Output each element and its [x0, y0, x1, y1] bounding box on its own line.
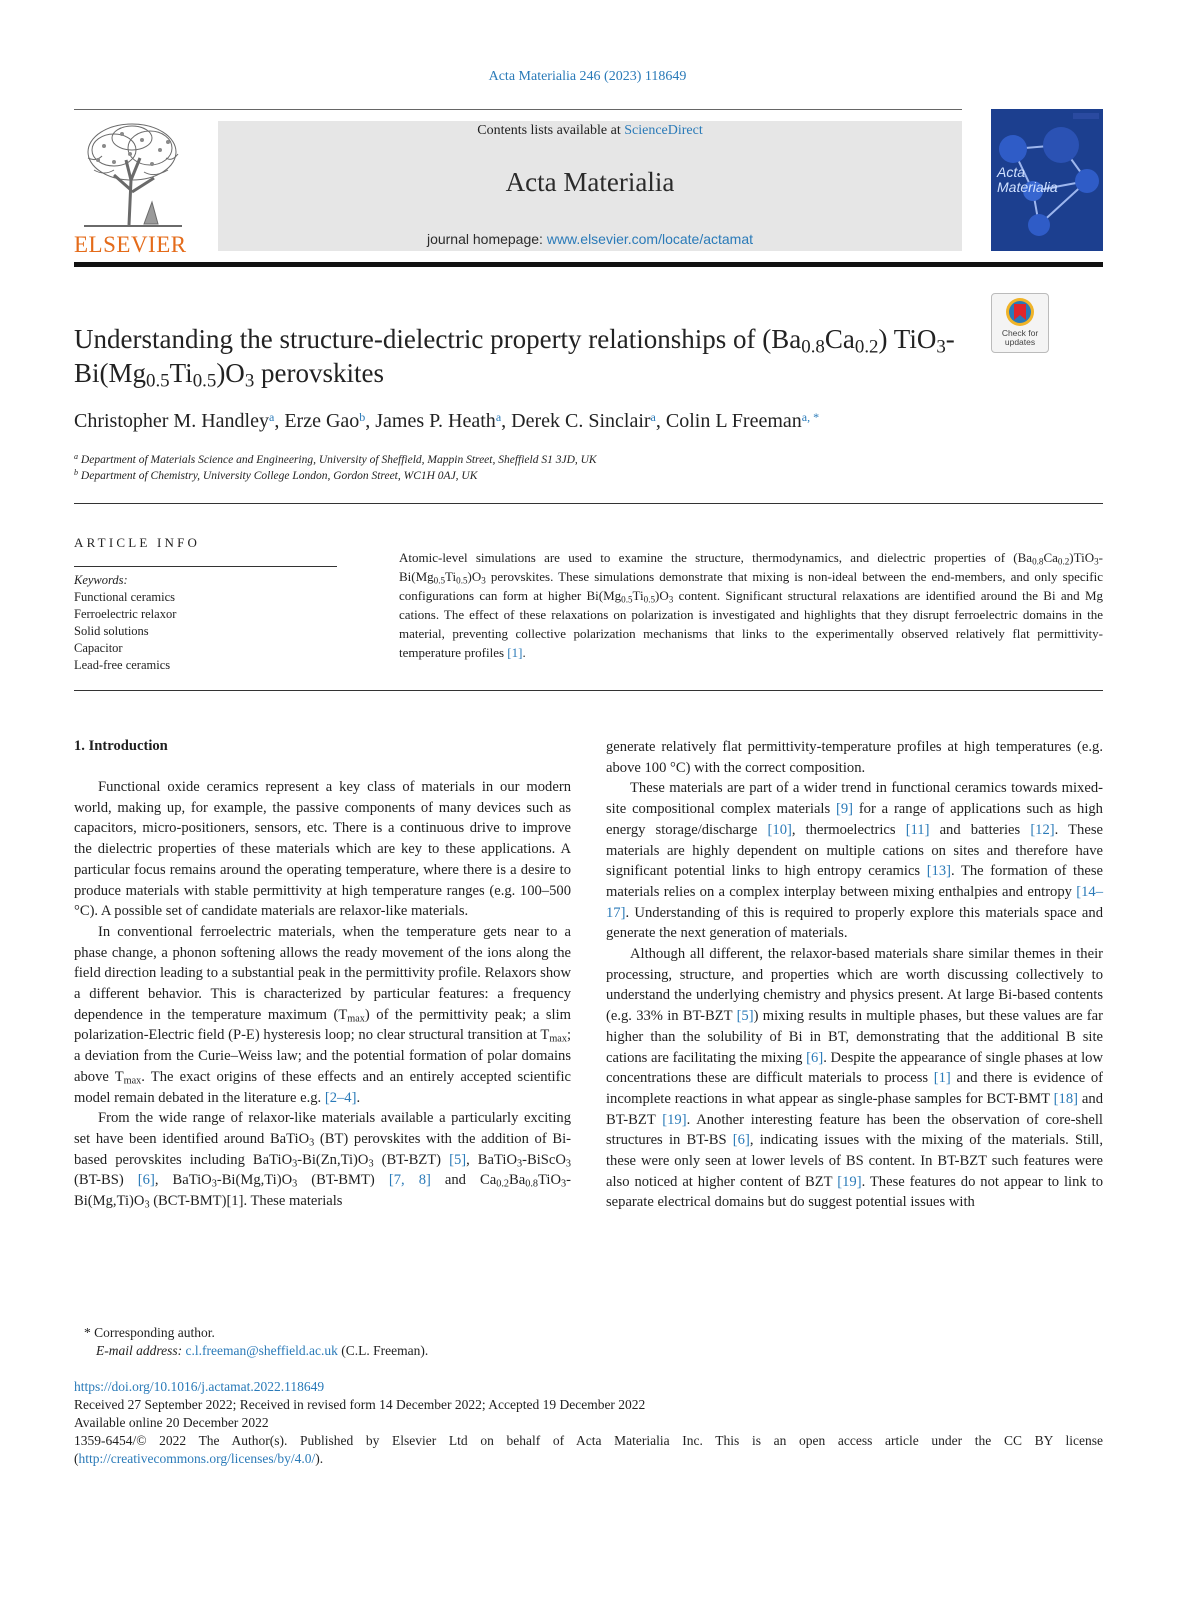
- citation-link[interactable]: [19]: [837, 1173, 862, 1190]
- elsevier-logo[interactable]: [74, 120, 192, 257]
- article-title: Understanding the structure-dielectric property relationships of $(Ba_{0.8}Ca_{0.2})$ $TiO_3-Bi(Mg_{0.5}Ti_{0.5})O_3$ perovskites: [74, 324, 955, 392]
- check-for-updates-button[interactable]: [991, 293, 1049, 353]
- citation-link[interactable]: [9]: [835, 801, 853, 818]
- journal-cover[interactable]: [991, 109, 1103, 251]
- author-name[interactable]: Colin L Freeman: [665, 410, 802, 432]
- citation-link[interactable]: [11]: [905, 821, 930, 838]
- paragraph: Although all different, the relaxor-based materials share similar themes in their processing, structure, and properties which are worth discussing collectively to understand the underlying chemistry and physics present. At large Bi-based contents (e.g. 33% in BT-BZT [5]) mixing results in multiple phases, but these values are far higher than the solubility of Bi in BT, demonstrating that the additional B site cations are facilitating the mixing [6]. Despite the appearance of single phases at low concentrations these are difficult materials to process [1] and there is evidence of incomplete reactions in what appear as single-phase samples for BCT-BMT [18] and BT-BZT [19]. Another interesting feature has been the observation of core-shell structures in BT-BS [6], indicating issues with the mixing of the materials. Still, these were only seen at lower levels of BS content. In BT-BZT such features were also noticed at higher content of BZT [19]. These features do not appear to link to separate electrical domains but do suggest potential issues with: [606, 946, 1104, 1211]
- journal-masthead: [218, 121, 962, 251]
- masthead-rule: [74, 262, 1103, 267]
- sciencedirect-link[interactable]: ScienceDirect: [624, 123, 703, 138]
- affiliation: $^b$ Department of Chemistry, University College London, Gordon Street, WC1H 0AJ, UK: [74, 467, 478, 482]
- author-name[interactable]: Derek C. Sinclair: [511, 410, 651, 432]
- paragraph: Functional oxide ceramics represent a key class of materials in our modern world, making up, for example, the passive components of many devices such as capacitors, micro-positioners, sensors, etc. There is a continuous drive to improve the dielectric properties of these materials which are key to these applications. A particular focus remains around the operating temperature, where there is a desire to produce materials with stable permittivity at high temperature ranges (e.g. 100–500 °C). A possible set of candidate materials are relaxor-like materials.: [74, 779, 571, 920]
- author-affiliation-mark[interactable]: a, *: [801, 410, 820, 424]
- license-line: (http://creativecommons.org/licenses/by/4.0/).: [74, 1451, 324, 1466]
- citation-link[interactable]: [6]: [137, 1172, 155, 1189]
- author-affiliation-mark[interactable]: b: [359, 410, 366, 424]
- keyword: Solid solutions: [74, 624, 149, 638]
- author-affiliation-mark[interactable]: a: [495, 410, 502, 424]
- citation-link[interactable]: [19]: [662, 1111, 687, 1128]
- author-affiliation-mark[interactable]: a: [650, 410, 656, 424]
- citation-link[interactable]: [1]: [507, 645, 523, 661]
- citation-link[interactable]: [7, 8]: [388, 1172, 431, 1189]
- email-line: E-mail address: c.l.freeman@sheffield.ac.uk (C.L. Freeman).: [96, 1343, 429, 1358]
- citation-link[interactable]: [5]: [449, 1151, 467, 1168]
- paragraph: From the wide range of relaxor-like materials available a particularly exciting set have been identified around BaTiO$_3$ (BT) perovskites with the addition of Bi-based perovskites including $BaTiO_3-Bi(Zn,Ti)O_3$ (BT-BZT) [5], BaTiO$_3$-BiScO$_3$ (BT-BS) [6], $BaTiO_3-Bi(Mg,Ti)O_3$ (BT-BMT) [7, 8] and $Ca_{0.2}Ba_{0.8}TiO_3-Bi(Mg,Ti)O_3$ (BCT-BMT)[1]. These materials: [74, 1110, 571, 1211]
- received-dates: Received 27 September 2022; Received in revised form 14 December 2022; Accepted 19 December 2022: [74, 1397, 646, 1412]
- author-list: Christopher M. Handley$^a$, Erze Gao$^b$, James P. Heath$^a$, Derek C. Sinclair$^a$, Colin L Freeman$^{a, *}$: [74, 410, 820, 432]
- divider: [74, 503, 1103, 504]
- tree-icon: [74, 120, 192, 230]
- check-updates-label: Check for updates: [1001, 328, 1039, 347]
- publication-info: [74, 1378, 1103, 1468]
- divider: [74, 690, 1103, 691]
- author-name[interactable]: Christopher M. Handley: [74, 410, 269, 432]
- journal-homepage: journal homepage: www.elsevier.com/locate/actamat: [426, 231, 754, 247]
- citation-link[interactable]: [1]: [933, 1070, 951, 1087]
- available-online: Available online 20 December 2022: [74, 1415, 269, 1430]
- affiliation: $^a$ Department of Materials Science and Engineering, University of Sheffield, Mappin Street, Sheffield S1 3JD, UK: [74, 451, 597, 466]
- contents-line: Contents lists available at ScienceDirect: [477, 123, 703, 138]
- author-name[interactable]: James P. Heath: [375, 410, 496, 432]
- corresponding-author-note: * Corresponding author.: [84, 1325, 215, 1340]
- paragraph: In conventional ferroelectric materials, when the temperature gets near to a phase change, a phonon softening allows the ready movement of the ions along the field direction leading to a substantial peak in the permittivity profile. Relaxors show a different behavior. This is characterized by particular features: a frequency dependence in the temperature maximum $(T_{max})$ of the permittivity peak; a slim polarization-Electric field (P-E) hysteresis loop; no clear structural transition at $T_{max}$; a deviation from the Curie–Weiss law; and the potential formation of polar domains above $T_{max}$. The exact origins of these effects and an entirely accepted scientific model remain debated in the literature e.g. [2–4].: [74, 923, 571, 1106]
- keyword: Functional ceramics: [74, 590, 176, 604]
- citation-link[interactable]: [14–17]: [606, 883, 1103, 921]
- keywords-label: Keywords:: [74, 573, 128, 587]
- keyword: Ferroelectric relaxor: [74, 607, 177, 621]
- header-rule: [74, 109, 962, 110]
- citation-link[interactable]: [12]: [1030, 821, 1055, 838]
- homepage-link[interactable]: www.elsevier.com/locate/actamat: [546, 231, 754, 247]
- elsevier-wordmark: ELSEVIER: [74, 232, 187, 257]
- journal-citation-link[interactable]: Acta Materialia 246 (2023) 118649: [488, 69, 687, 84]
- footnotes: [74, 1324, 1104, 1360]
- citation-link[interactable]: [13]: [926, 863, 952, 880]
- citation-link[interactable]: [5]: [736, 1008, 754, 1025]
- citation-link[interactable]: [10]: [767, 821, 792, 838]
- copyright-line: 1359-6454/© 2022 The Author(s). Published by Elsevier Ltd on behalf of Acta Materialia Inc. This is an open access article under the CC BY license: [74, 1433, 1103, 1448]
- cover-title: Acta Materialia: [997, 164, 1058, 195]
- author-affiliation-mark[interactable]: a: [268, 410, 275, 424]
- crossmark-icon: [992, 294, 1048, 330]
- abstract: Atomic-level simulations are used to examine the structure, thermodynamics, and dielectric properties of $(Ba_{0.8}Ca_{0.2})TiO_3-Bi(Mg_{0.5}Ti_{0.5})O_3$ perovskites. These simulations demonstrate that mixing is non-ideal between the end-members, and only specific configurations can form at higher $Bi(Mg_{0.5}Ti_{0.5})O_3$ content. Significant structural relaxations are identified around the Bi and Mg cations. The effect of these relaxations on polarization is investigated and highlights that they disrupt ferroelectric domains in the material, preventing collective polarization mechanisms that links to the experimentally observed relatively flat permittivity-temperature profiles [1].: [399, 550, 1104, 661]
- doi-link[interactable]: https://doi.org/10.1016/j.actamat.2022.118649: [74, 1379, 325, 1394]
- article-info-rule: [74, 566, 337, 567]
- license-link[interactable]: http://creativecommons.org/licenses/by/4.0/: [78, 1451, 316, 1466]
- citation-link[interactable]: [18]: [1053, 1090, 1078, 1107]
- body-column-right: [606, 737, 1103, 1213]
- keyword: Capacitor: [74, 641, 123, 655]
- body-column-left: [74, 777, 571, 1212]
- citation-link[interactable]: [2–4]: [324, 1089, 357, 1106]
- citation-link[interactable]: [6]: [806, 1049, 824, 1066]
- email-link[interactable]: c.l.freeman@sheffield.ac.uk: [185, 1343, 338, 1358]
- keywords-list: [74, 572, 344, 674]
- citation-link[interactable]: [6]: [732, 1132, 750, 1149]
- author-name[interactable]: Erze Gao: [284, 410, 360, 432]
- paragraph: generate relatively flat permittivity-temperature profiles at high temperatures (e.g. above 100 °C) with the correct composition.: [606, 739, 1103, 776]
- article-info-heading: ARTICLE INFO: [74, 535, 201, 550]
- section-heading: 1. Introduction: [74, 738, 168, 754]
- paragraph: These materials are part of a wider trend in functional ceramics towards mixed-site compositional complex materials [9] for a range of applications such as high energy storage/discharge [10], thermoelectrics [11] and batteries [12]. These materials are highly dependent on multiple cations on sites and therefore have significant potential links to high entropy ceramics [13]. The formation of these materials relies on a complex interplay between mixing enthalpies and entropy [14–17]. Understanding of this is required to properly explore this materials space and generate the next generation of materials.: [606, 780, 1104, 942]
- journal-citation[interactable]: [0, 69, 1175, 85]
- journal-name: Acta Materialia: [505, 167, 675, 197]
- keyword: Lead-free ceramics: [74, 658, 171, 672]
